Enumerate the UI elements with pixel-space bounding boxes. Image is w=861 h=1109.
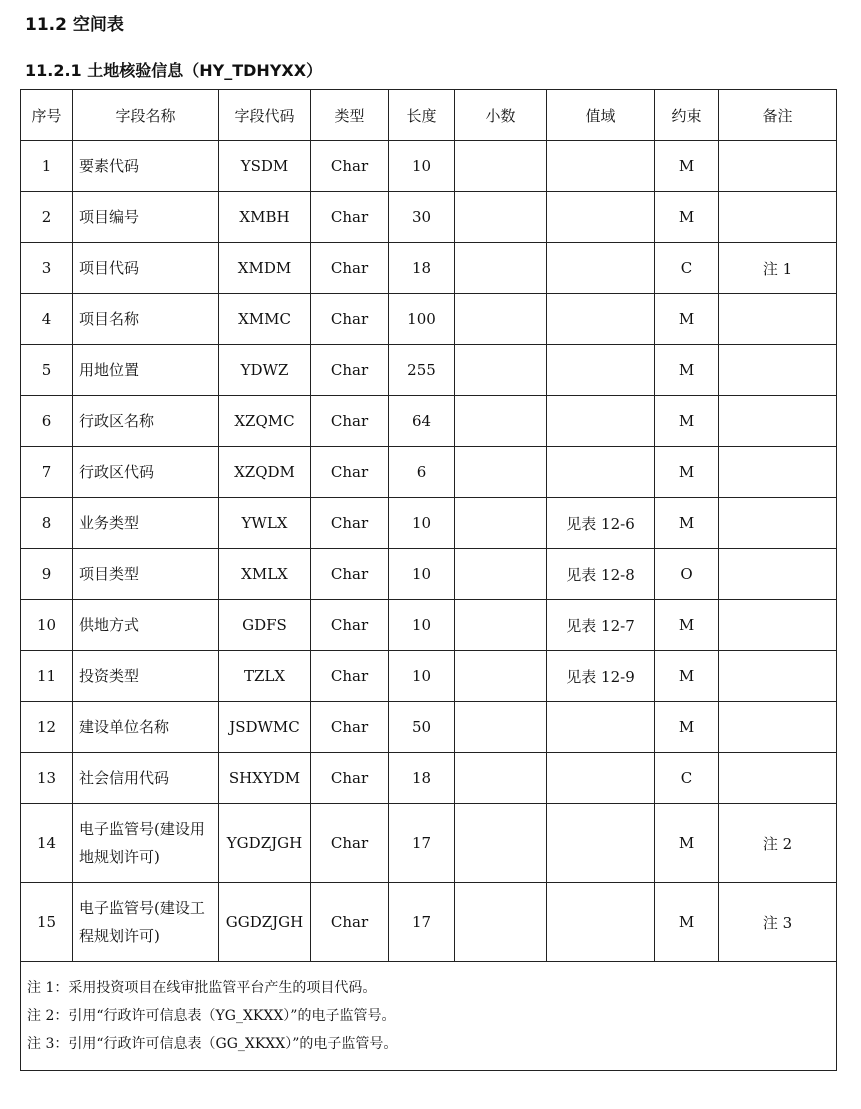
cell-decimal bbox=[455, 447, 547, 498]
cell-length: 17 bbox=[389, 804, 455, 883]
table-row bbox=[21, 753, 837, 804]
cell-decimal bbox=[455, 345, 547, 396]
cell-length: 255 bbox=[389, 345, 455, 396]
cell-index: 2 bbox=[21, 192, 73, 243]
cell-constraint: M bbox=[655, 294, 719, 345]
cell-index: 13 bbox=[21, 753, 73, 804]
cell-remark bbox=[719, 141, 837, 192]
cell-remark bbox=[719, 651, 837, 702]
cell-type: Char bbox=[311, 447, 389, 498]
cell-type: Char bbox=[311, 600, 389, 651]
cell-field-code: TZLX bbox=[219, 651, 311, 702]
header-domain: 值域 bbox=[547, 90, 655, 141]
table-row bbox=[21, 447, 837, 498]
cell-type: Char bbox=[311, 396, 389, 447]
cell-domain bbox=[547, 753, 655, 804]
table-row bbox=[21, 498, 837, 549]
cell-type: Char bbox=[311, 243, 389, 294]
cell-type: Char bbox=[311, 651, 389, 702]
cell-decimal bbox=[455, 498, 547, 549]
cell-domain bbox=[547, 396, 655, 447]
cell-remark bbox=[719, 549, 837, 600]
cell-field-code: GGDZJGH bbox=[219, 883, 311, 962]
table-row bbox=[21, 192, 837, 243]
cell-decimal bbox=[455, 804, 547, 883]
cell-index: 7 bbox=[21, 447, 73, 498]
cell-constraint: M bbox=[655, 883, 719, 962]
cell-type: Char bbox=[311, 345, 389, 396]
cell-length: 18 bbox=[389, 243, 455, 294]
cell-remark bbox=[719, 498, 837, 549]
cell-type: Char bbox=[311, 498, 389, 549]
field-table bbox=[20, 89, 837, 1071]
cell-index: 1 bbox=[21, 141, 73, 192]
cell-domain: 见表 12-8 bbox=[547, 549, 655, 600]
cell-length: 10 bbox=[389, 651, 455, 702]
cell-type: Char bbox=[311, 883, 389, 962]
cell-domain bbox=[547, 804, 655, 883]
cell-length: 18 bbox=[389, 753, 455, 804]
notes-cell bbox=[21, 962, 837, 1071]
cell-decimal bbox=[455, 192, 547, 243]
cell-type: Char bbox=[311, 804, 389, 883]
header-constraint: 约束 bbox=[655, 90, 719, 141]
table-row bbox=[21, 804, 837, 883]
cell-field-code: YSDM bbox=[219, 141, 311, 192]
cell-field-name: 电子监管号(建设工程规划许可) bbox=[73, 883, 219, 962]
cell-length: 50 bbox=[389, 702, 455, 753]
cell-type: Char bbox=[311, 294, 389, 345]
cell-length: 10 bbox=[389, 600, 455, 651]
cell-constraint: M bbox=[655, 498, 719, 549]
cell-decimal bbox=[455, 141, 547, 192]
notes-row bbox=[21, 962, 837, 1071]
cell-field-name: 行政区名称 bbox=[73, 396, 219, 447]
cell-constraint: M bbox=[655, 702, 719, 753]
cell-length: 100 bbox=[389, 294, 455, 345]
cell-type: Char bbox=[311, 192, 389, 243]
cell-field-name: 项目编号 bbox=[73, 192, 219, 243]
cell-field-name: 项目名称 bbox=[73, 294, 219, 345]
cell-length: 6 bbox=[389, 447, 455, 498]
cell-remark bbox=[719, 294, 837, 345]
cell-field-code: XZQDM bbox=[219, 447, 311, 498]
table-row bbox=[21, 243, 837, 294]
cell-constraint: M bbox=[655, 192, 719, 243]
cell-constraint: M bbox=[655, 141, 719, 192]
cell-remark bbox=[719, 396, 837, 447]
cell-type: Char bbox=[311, 702, 389, 753]
cell-domain: 见表 12-7 bbox=[547, 600, 655, 651]
cell-domain bbox=[547, 243, 655, 294]
cell-decimal bbox=[455, 294, 547, 345]
note-3: 注 3：引用“行政许可信息表（GG_XKXX）”的电子监管号。 bbox=[27, 1036, 398, 1052]
cell-field-name: 业务类型 bbox=[73, 498, 219, 549]
note-2: 注 2：引用“行政许可信息表（YG_XKXX）”的电子监管号。 bbox=[27, 1008, 396, 1024]
cell-length: 10 bbox=[389, 549, 455, 600]
cell-constraint: C bbox=[655, 243, 719, 294]
cell-decimal bbox=[455, 883, 547, 962]
table-row bbox=[21, 883, 837, 962]
cell-index: 15 bbox=[21, 883, 73, 962]
cell-constraint: M bbox=[655, 396, 719, 447]
table-row bbox=[21, 549, 837, 600]
cell-constraint: M bbox=[655, 345, 719, 396]
cell-remark: 注 3 bbox=[719, 883, 837, 962]
cell-index: 6 bbox=[21, 396, 73, 447]
cell-field-name: 项目代码 bbox=[73, 243, 219, 294]
cell-field-code: XMBH bbox=[219, 192, 311, 243]
cell-field-name: 用地位置 bbox=[73, 345, 219, 396]
cell-length: 64 bbox=[389, 396, 455, 447]
header-field-name: 字段名称 bbox=[73, 90, 219, 141]
cell-decimal bbox=[455, 549, 547, 600]
cell-index: 5 bbox=[21, 345, 73, 396]
cell-length: 10 bbox=[389, 141, 455, 192]
cell-domain: 见表 12-9 bbox=[547, 651, 655, 702]
subsection-title: 11.2.1 土地核验信息（HY_TDHYXX） bbox=[25, 61, 323, 80]
header-field-code: 字段代码 bbox=[219, 90, 311, 141]
note-1: 注 1：采用投资项目在线审批监管平台产生的项目代码。 bbox=[27, 980, 377, 996]
header-length: 长度 bbox=[389, 90, 455, 141]
cell-type: Char bbox=[311, 549, 389, 600]
table-row bbox=[21, 702, 837, 753]
cell-remark: 注 2 bbox=[719, 804, 837, 883]
table-row bbox=[21, 600, 837, 651]
cell-field-name: 投资类型 bbox=[73, 651, 219, 702]
cell-index: 12 bbox=[21, 702, 73, 753]
cell-index: 4 bbox=[21, 294, 73, 345]
cell-decimal bbox=[455, 753, 547, 804]
cell-field-code: XMDM bbox=[219, 243, 311, 294]
cell-index: 3 bbox=[21, 243, 73, 294]
cell-remark bbox=[719, 192, 837, 243]
table-row bbox=[21, 294, 837, 345]
cell-field-name: 要素代码 bbox=[73, 141, 219, 192]
header-index: 序号 bbox=[21, 90, 73, 141]
cell-domain bbox=[547, 447, 655, 498]
cell-remark bbox=[719, 702, 837, 753]
header-type: 类型 bbox=[311, 90, 389, 141]
cell-constraint: M bbox=[655, 447, 719, 498]
cell-field-code: XMMC bbox=[219, 294, 311, 345]
table-row bbox=[21, 345, 837, 396]
cell-decimal bbox=[455, 600, 547, 651]
cell-index: 11 bbox=[21, 651, 73, 702]
cell-field-code: XMLX bbox=[219, 549, 311, 600]
cell-field-code: YDWZ bbox=[219, 345, 311, 396]
cell-decimal bbox=[455, 396, 547, 447]
table-row bbox=[21, 396, 837, 447]
cell-field-code: JSDWMC bbox=[219, 702, 311, 753]
cell-field-name: 建设单位名称 bbox=[73, 702, 219, 753]
cell-field-code: XZQMC bbox=[219, 396, 311, 447]
cell-domain bbox=[547, 702, 655, 753]
cell-field-name: 行政区代码 bbox=[73, 447, 219, 498]
section-title: 11.2 空间表 bbox=[25, 15, 124, 35]
header-decimal: 小数 bbox=[455, 90, 547, 141]
cell-field-code: GDFS bbox=[219, 600, 311, 651]
cell-decimal bbox=[455, 243, 547, 294]
header-row bbox=[21, 90, 837, 141]
cell-field-code: YWLX bbox=[219, 498, 311, 549]
cell-constraint: O bbox=[655, 549, 719, 600]
cell-field-name: 社会信用代码 bbox=[73, 753, 219, 804]
cell-constraint: M bbox=[655, 804, 719, 883]
cell-remark bbox=[719, 753, 837, 804]
cell-field-code: SHXYDM bbox=[219, 753, 311, 804]
cell-length: 10 bbox=[389, 498, 455, 549]
cell-type: Char bbox=[311, 753, 389, 804]
cell-type: Char bbox=[311, 141, 389, 192]
cell-length: 30 bbox=[389, 192, 455, 243]
cell-field-name: 项目类型 bbox=[73, 549, 219, 600]
cell-field-name: 供地方式 bbox=[73, 600, 219, 651]
cell-remark bbox=[719, 600, 837, 651]
cell-domain: 见表 12-6 bbox=[547, 498, 655, 549]
cell-index: 9 bbox=[21, 549, 73, 600]
cell-index: 10 bbox=[21, 600, 73, 651]
header-remark: 备注 bbox=[719, 90, 837, 141]
cell-decimal bbox=[455, 651, 547, 702]
cell-index: 8 bbox=[21, 498, 73, 549]
table-row bbox=[21, 141, 837, 192]
cell-length: 17 bbox=[389, 883, 455, 962]
cell-domain bbox=[547, 192, 655, 243]
cell-field-name: 电子监管号(建设用地规划许可) bbox=[73, 804, 219, 883]
cell-domain bbox=[547, 345, 655, 396]
cell-field-code: YGDZJGH bbox=[219, 804, 311, 883]
cell-decimal bbox=[455, 702, 547, 753]
cell-domain bbox=[547, 141, 655, 192]
cell-domain bbox=[547, 294, 655, 345]
cell-constraint: C bbox=[655, 753, 719, 804]
cell-remark: 注 1 bbox=[719, 243, 837, 294]
cell-remark bbox=[719, 447, 837, 498]
table-row bbox=[21, 651, 837, 702]
cell-domain bbox=[547, 883, 655, 962]
cell-constraint: M bbox=[655, 600, 719, 651]
cell-constraint: M bbox=[655, 651, 719, 702]
cell-remark bbox=[719, 345, 837, 396]
cell-index: 14 bbox=[21, 804, 73, 883]
